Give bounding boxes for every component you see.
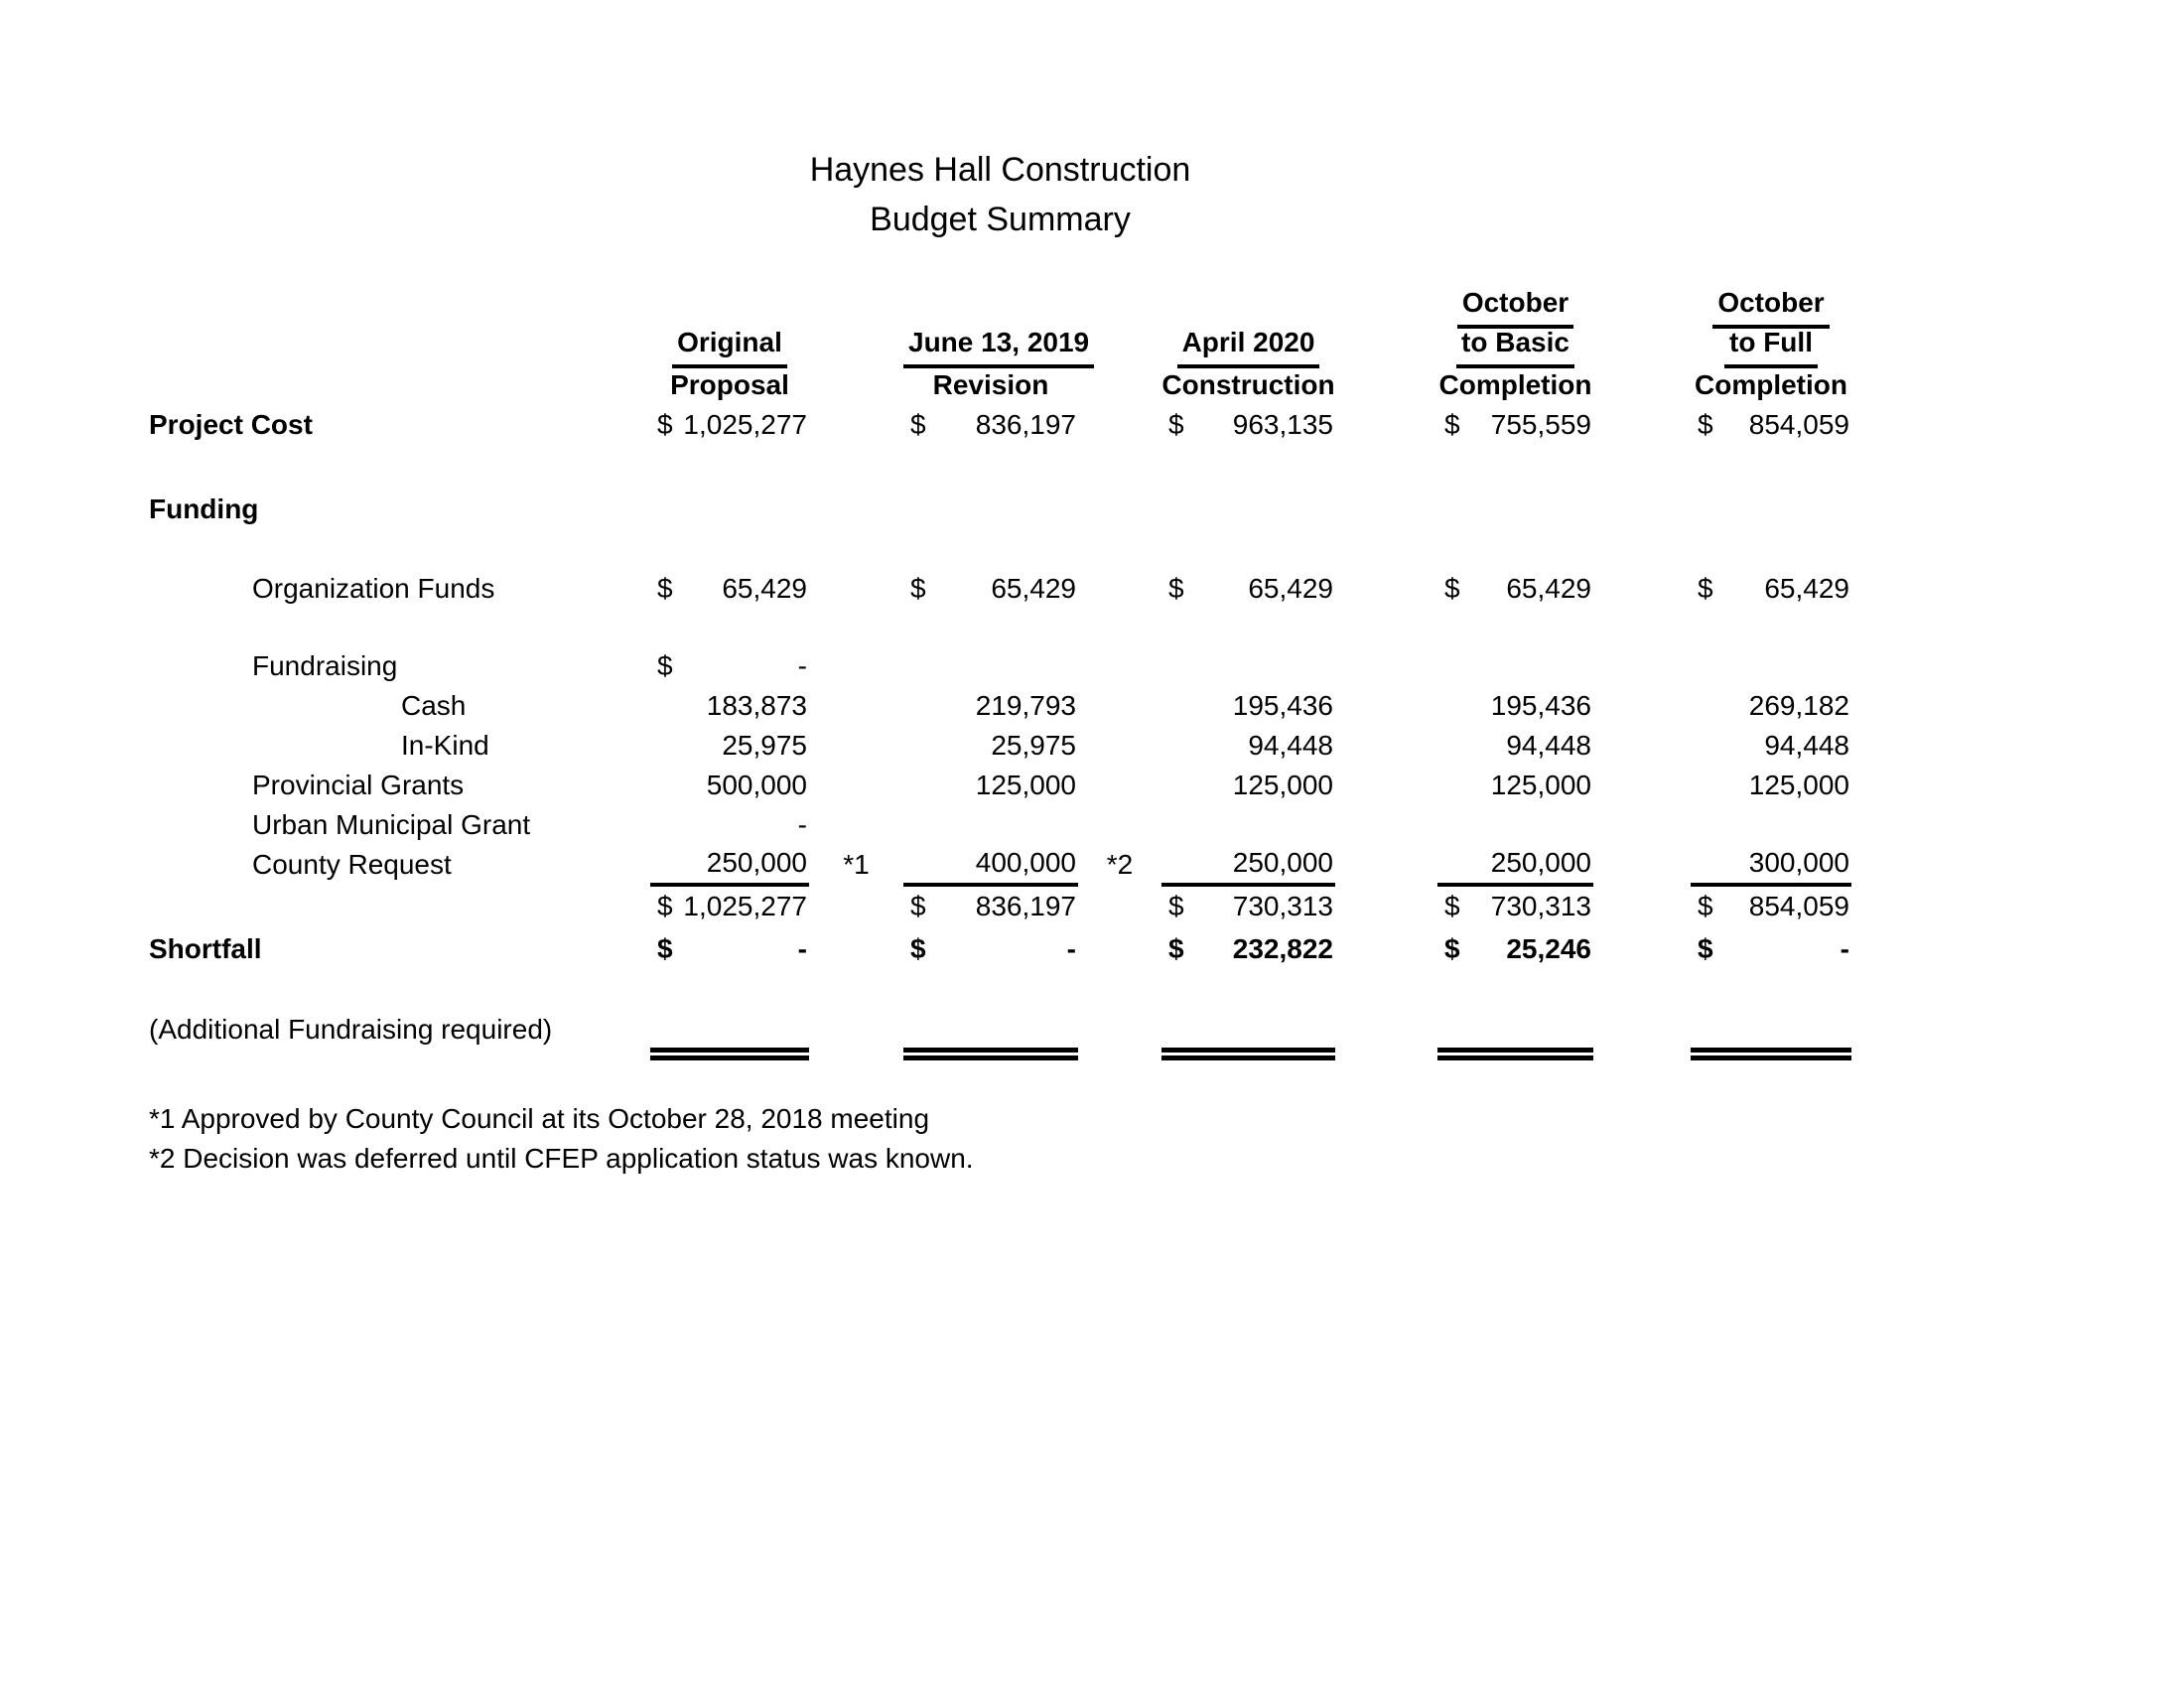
cell-value: 854,059 bbox=[1748, 409, 1849, 441]
cell-shortfall-april2020 bbox=[1161, 928, 1335, 970]
cell-org-funds-original bbox=[650, 569, 809, 609]
currency-symbol: $ bbox=[657, 409, 673, 441]
cell-inkind-revision bbox=[903, 726, 1078, 766]
currency-symbol: $ bbox=[657, 573, 673, 605]
currency-symbol: $ bbox=[1698, 933, 1713, 965]
cell-value: 94,448 bbox=[1506, 730, 1591, 762]
row-label: Cash bbox=[401, 690, 467, 722]
cell-value: 730,313 bbox=[1232, 891, 1333, 922]
row-funding-section bbox=[149, 490, 1851, 529]
header-revision: Revision bbox=[932, 369, 1049, 401]
row-project-cost bbox=[149, 405, 1851, 445]
cell-total-revision bbox=[903, 885, 1078, 928]
row-cash bbox=[149, 686, 1851, 726]
currency-symbol: $ bbox=[1168, 891, 1184, 922]
double-rule-revision bbox=[903, 1048, 1078, 1060]
footnote-2: *2 Decision was deferred until CFEP application status was known. bbox=[149, 1143, 974, 1175]
cell-prov-oct-basic bbox=[1437, 766, 1593, 805]
cell-inkind-april2020 bbox=[1161, 726, 1335, 766]
cell-value: 730,313 bbox=[1490, 891, 1591, 922]
cell-project-cost-oct-basic bbox=[1437, 405, 1593, 445]
cell-project-cost-oct-full bbox=[1691, 405, 1851, 445]
currency-symbol: $ bbox=[657, 650, 673, 682]
cell-county-original bbox=[650, 843, 809, 887]
cell-value: 836,197 bbox=[975, 891, 1076, 922]
cell-value: - bbox=[1840, 933, 1849, 965]
cell-prov-oct-full bbox=[1691, 766, 1851, 805]
row-funding-total bbox=[149, 885, 1851, 928]
currency-symbol: $ bbox=[1444, 933, 1460, 965]
cell-total-april2020 bbox=[1161, 885, 1335, 928]
cell-shortfall-revision bbox=[903, 928, 1078, 970]
cell-org-funds-oct-basic bbox=[1437, 569, 1593, 609]
cell-county-april2020 bbox=[1161, 843, 1335, 887]
cell-cash-oct-full bbox=[1691, 686, 1851, 726]
cell-shortfall-oct-basic bbox=[1437, 928, 1593, 970]
cell-value: 183,873 bbox=[706, 690, 807, 722]
currency-symbol: $ bbox=[1698, 573, 1713, 605]
double-rule-original bbox=[650, 1048, 809, 1060]
cell-value: 125,000 bbox=[1232, 770, 1333, 801]
cell-cash-oct-basic bbox=[1437, 686, 1593, 726]
footnote-marker-2: *2 bbox=[1106, 849, 1134, 881]
cell-value: 65,429 bbox=[1506, 573, 1591, 605]
row-fundraising bbox=[149, 646, 1851, 686]
cell-prov-original bbox=[650, 766, 809, 805]
cell-value: 65,429 bbox=[722, 573, 807, 605]
row-label: Fundraising bbox=[252, 650, 398, 682]
row-county-request bbox=[149, 845, 1851, 885]
cell-inkind-oct-basic bbox=[1437, 726, 1593, 766]
double-rule-oct-full bbox=[1691, 1048, 1851, 1060]
double-rule-april2020 bbox=[1161, 1048, 1335, 1060]
row-urban-municipal-grant bbox=[149, 805, 1851, 845]
cell-value: 25,975 bbox=[722, 730, 807, 762]
cell-value: 963,135 bbox=[1232, 409, 1333, 441]
header-june-2019: June 13, 2019 bbox=[903, 326, 1078, 368]
cell-shortfall-oct-full bbox=[1691, 928, 1851, 970]
cell-cash-april2020 bbox=[1161, 686, 1335, 726]
header-to-full: to Full bbox=[1691, 326, 1851, 368]
cell-value: 400,000 bbox=[975, 847, 1076, 879]
double-rule-oct-basic bbox=[1437, 1048, 1593, 1060]
cell-value: 65,429 bbox=[1248, 573, 1333, 605]
cell-county-oct-basic bbox=[1437, 843, 1593, 887]
cell-value: 195,436 bbox=[1232, 690, 1333, 722]
cell-value: 195,436 bbox=[1490, 690, 1591, 722]
cell-project-cost-april2020 bbox=[1161, 405, 1335, 445]
header-april-2020: April 2020 bbox=[1161, 326, 1335, 368]
currency-symbol: $ bbox=[1698, 409, 1713, 441]
currency-symbol: $ bbox=[1444, 409, 1460, 441]
cell-value: 250,000 bbox=[706, 847, 807, 879]
row-organization-funds bbox=[149, 569, 1851, 609]
header-completion-full: Completion bbox=[1695, 369, 1847, 401]
cell-value: - bbox=[1066, 933, 1076, 965]
currency-symbol: $ bbox=[657, 933, 673, 965]
cell-value: 125,000 bbox=[1748, 770, 1849, 801]
currency-symbol: $ bbox=[1444, 573, 1460, 605]
title-line-2: Budget Summary bbox=[870, 201, 1131, 238]
cell-value: - bbox=[797, 933, 807, 965]
footnote-marker-1: *1 bbox=[843, 849, 870, 881]
cell-county-revision bbox=[903, 843, 1078, 887]
cell-value: 219,793 bbox=[975, 690, 1076, 722]
currency-symbol: $ bbox=[1168, 409, 1184, 441]
currency-symbol: $ bbox=[910, 891, 926, 922]
row-label: Shortfall bbox=[149, 933, 262, 965]
currency-symbol: $ bbox=[910, 573, 926, 605]
cell-value: 125,000 bbox=[1490, 770, 1591, 801]
cell-value: 500,000 bbox=[706, 770, 807, 801]
cell-inkind-original bbox=[650, 726, 809, 766]
cell-value: 269,182 bbox=[1748, 690, 1849, 722]
cell-value: 250,000 bbox=[1490, 847, 1591, 879]
row-provincial-grants bbox=[149, 766, 1851, 805]
row-additional-fundraising bbox=[149, 1010, 1851, 1061]
section-label: Funding bbox=[149, 493, 259, 525]
row-label: Provincial Grants bbox=[252, 770, 465, 801]
cell-value: 94,448 bbox=[1764, 730, 1849, 762]
currency-symbol: $ bbox=[657, 891, 673, 922]
cell-value: 25,246 bbox=[1506, 933, 1591, 965]
header-completion-basic: Completion bbox=[1438, 369, 1592, 401]
header-oct-full-top: October bbox=[1691, 286, 1851, 329]
header-oct-basic-top: October bbox=[1437, 286, 1593, 329]
cell-project-cost-revision bbox=[903, 405, 1078, 445]
cell-prov-april2020 bbox=[1161, 766, 1335, 805]
cell-value: 65,429 bbox=[1764, 573, 1849, 605]
cell-value: 755,559 bbox=[1490, 409, 1591, 441]
cell-value: 25,975 bbox=[991, 730, 1076, 762]
row-label: Urban Municipal Grant bbox=[252, 809, 531, 841]
cell-urban-original bbox=[650, 805, 809, 845]
header-row-bottom bbox=[149, 365, 1851, 405]
cell-inkind-oct-full bbox=[1691, 726, 1851, 766]
footnote-1: *1 Approved by County Council at its October 28, 2018 meeting bbox=[149, 1103, 930, 1135]
cell-value: 65,429 bbox=[991, 573, 1076, 605]
cell-prov-revision bbox=[903, 766, 1078, 805]
cell-value: 300,000 bbox=[1748, 847, 1849, 879]
row-label: (Additional Fundraising required) bbox=[149, 1014, 553, 1045]
currency-symbol: $ bbox=[1444, 891, 1460, 922]
cell-value: 1,025,277 bbox=[683, 891, 807, 922]
cell-project-cost-original bbox=[650, 405, 809, 445]
row-label: County Request bbox=[252, 849, 452, 881]
cell-county-oct-full bbox=[1691, 843, 1851, 887]
cell-value: - bbox=[797, 809, 807, 841]
cell-value: 232,822 bbox=[1232, 933, 1333, 965]
cell-org-funds-april2020 bbox=[1161, 569, 1335, 609]
header-proposal: Proposal bbox=[670, 369, 789, 401]
row-label: Project Cost bbox=[149, 409, 313, 441]
cell-value: 125,000 bbox=[975, 770, 1076, 801]
cell-org-funds-oct-full bbox=[1691, 569, 1851, 609]
cell-value: 250,000 bbox=[1232, 847, 1333, 879]
row-label: In-Kind bbox=[401, 730, 489, 762]
header-row-mid bbox=[149, 326, 1851, 365]
title-line-1: Haynes Hall Construction bbox=[809, 151, 1191, 189]
row-shortfall bbox=[149, 928, 1851, 970]
currency-symbol: $ bbox=[1168, 933, 1184, 965]
cell-total-oct-basic bbox=[1437, 885, 1593, 928]
cell-total-oct-full bbox=[1691, 885, 1851, 928]
cell-cash-original bbox=[650, 686, 809, 726]
document-title bbox=[149, 0, 1851, 244]
cell-cash-revision bbox=[903, 686, 1078, 726]
header-construction: Construction bbox=[1161, 369, 1335, 401]
currency-symbol: $ bbox=[1698, 891, 1713, 922]
cell-fundraising-original bbox=[650, 646, 809, 686]
currency-symbol: $ bbox=[910, 933, 926, 965]
cell-value: 854,059 bbox=[1748, 891, 1849, 922]
header-row-top bbox=[149, 286, 1851, 326]
currency-symbol: $ bbox=[910, 409, 926, 441]
header-to-basic: to Basic bbox=[1437, 326, 1593, 368]
cell-value: 1,025,277 bbox=[683, 409, 807, 441]
cell-shortfall-original bbox=[650, 928, 809, 970]
cell-org-funds-revision bbox=[903, 569, 1078, 609]
budget-summary-sheet bbox=[149, 0, 1851, 1179]
cell-value: 836,197 bbox=[975, 409, 1076, 441]
row-label: Organization Funds bbox=[252, 573, 495, 605]
cell-value: 94,448 bbox=[1248, 730, 1333, 762]
header-original: Original bbox=[650, 326, 809, 368]
cell-value: - bbox=[797, 650, 807, 682]
row-in-kind bbox=[149, 726, 1851, 766]
cell-total-original bbox=[650, 885, 809, 928]
currency-symbol: $ bbox=[1168, 573, 1184, 605]
